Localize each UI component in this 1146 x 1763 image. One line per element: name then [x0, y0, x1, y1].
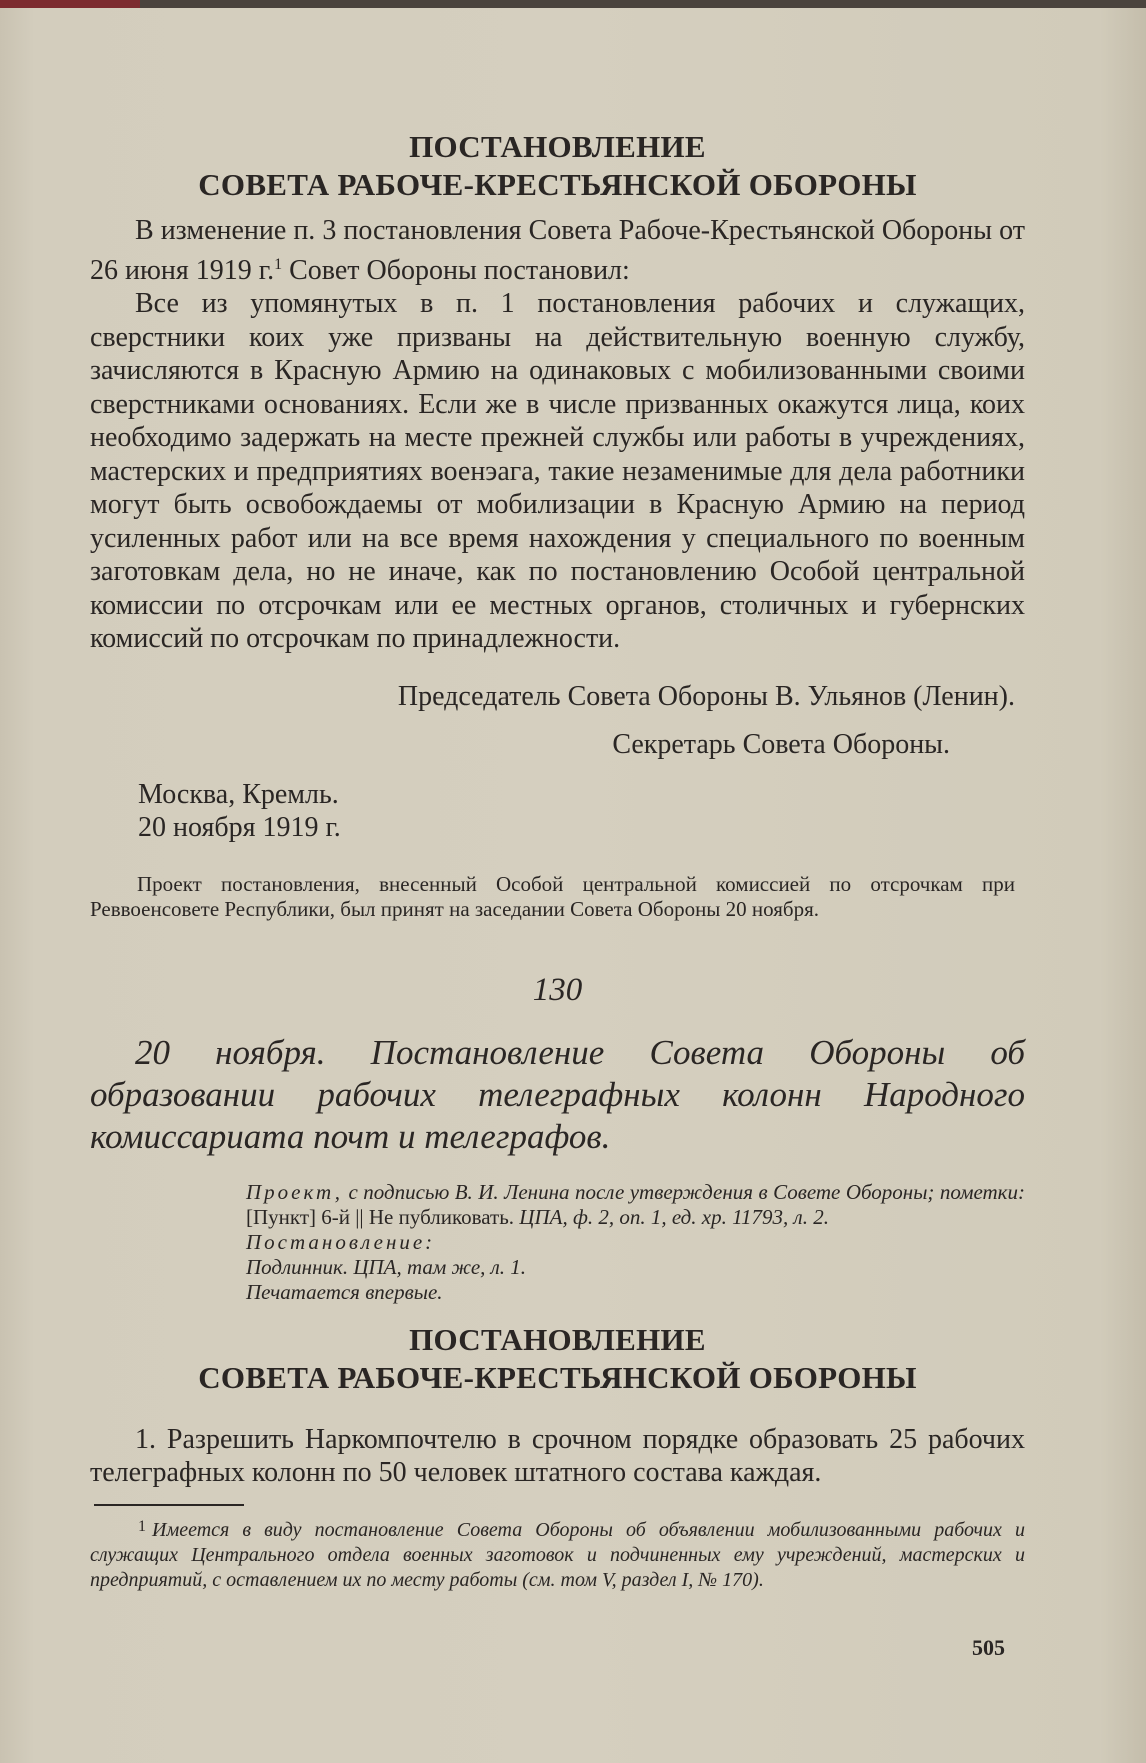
- editorial-note: Проект постановления, внесенный Особой центральной комиссией по отсрочкам при Реввоенсовете Республики, был принят на заседании Совета Обороны 20 ноября.: [90, 871, 1015, 921]
- footnote-divider: [94, 1504, 244, 1506]
- decree-intro-paragraph: [90, 214, 1025, 287]
- binding-corner: [0, 0, 140, 8]
- source-decree-label: [246, 1230, 1025, 1255]
- decree-intro-text: В изменение п. 3 постановления Совета Рабоче-Крестьянской Обороны от 26 июня 1919 г.: [90, 215, 1025, 286]
- source-first-print: Печатается впервые.: [246, 1279, 443, 1304]
- place-line: Москва, Кремль.: [138, 778, 339, 810]
- decree-heading-line2: СОВЕТА РАБОЧЕ-КРЕСТЬЯНСКОЙ ОБОРОНЫ: [198, 167, 917, 202]
- footnote-text: Имеется в виду постановление Совета Обороны об объявлении мобилизованными рабочих и служащих Центрального отдела военных заготовок и подчиненных ему учреждений, мастерских и предприятий, с оставлением их по месту работы (см. том V, раздел I, № 170).: [90, 1518, 1025, 1591]
- decree-main-paragraph: Все из упомянутых в п. 1 постановления рабочих и служащих, сверстники коих уже призваны на действительную военную службу, зачисляются в Красную Армию на одинаковых с мобилизованными своими сверстниками основаниях. Если же в числе призванных окажутся лица, коих необходимо задержать на месте прежней службы или работы в учреждениях, мастерских и предприятиях военэага, такие незаменимые для дела работники могут быть освобождаемы от мобилизации в Красную Армию на период усиленных работ или на все время нахождения у специального по военным заготовкам дела, но не иначе, как по постановлению Особой центральной комиссии по отсрочкам или ее местных органов, столичных и губернских комиссий по отсрочкам по принадлежности.: [90, 288, 1025, 654]
- source-original: Подлинник. ЦПА, там же, л. 1.: [246, 1254, 527, 1279]
- place-date-block: [138, 778, 1025, 844]
- decree-intro-tail: Совет Обороны постановил:: [282, 254, 630, 286]
- document-title: 20 ноября. Постановление Совета Обороны об образовании рабочих телеграфных колонн Народного комиссариата почт и телеграфов.: [90, 1032, 1025, 1156]
- source-draft-archive: ЦПА, ф. 2, оп. 1, ед. хр. 11793, л. 2.: [514, 1204, 829, 1229]
- decree2-heading: [90, 1321, 1025, 1397]
- decree2-point-1: 1. Разрешить Наркомпочтелю в срочном порядке образовать 25 рабочих телеграфных колонн по 50 человек штатного состава каждая.: [90, 1423, 1025, 1488]
- source-note: [246, 1180, 1025, 1305]
- document-number: 130: [532, 971, 583, 1008]
- footnote-mark: 1: [138, 1517, 146, 1535]
- decree2-heading-line1: ПОСТАНОВЛЕНИЕ: [409, 1321, 706, 1357]
- source-draft-text: с подписью В. И. Ленина после утверждения в Совете Обороны; пометки:: [342, 1179, 1025, 1204]
- source-decree-label-text: Постановление:: [246, 1229, 436, 1254]
- chairman-signature: Председатель Совета Обороны В. Ульянов (Ленин).: [397, 680, 1015, 712]
- page-number: 505: [972, 1635, 1005, 1660]
- source-draft-label: Проект,: [246, 1179, 343, 1204]
- secretary-signature: Секретарь Совета Обороны.: [612, 728, 950, 760]
- source-draft-marks: [Пункт] 6-й || Не публиковать.: [246, 1204, 515, 1229]
- footnote: [90, 1514, 1025, 1593]
- decree-heading: [90, 128, 1025, 204]
- date-line: 20 ноября 1919 г.: [138, 811, 341, 843]
- footnote-reference: 1: [274, 255, 283, 273]
- decree2-heading-line2: СОВЕТА РАБОЧЕ-КРЕСТЬЯНСКОЙ ОБОРОНЫ: [198, 1359, 917, 1395]
- decree-heading-line1: ПОСТАНОВЛЕНИЕ: [409, 129, 706, 164]
- source-draft: [246, 1180, 1025, 1230]
- page-top-edge: [0, 0, 1146, 8]
- page-content: [90, 128, 1025, 1593]
